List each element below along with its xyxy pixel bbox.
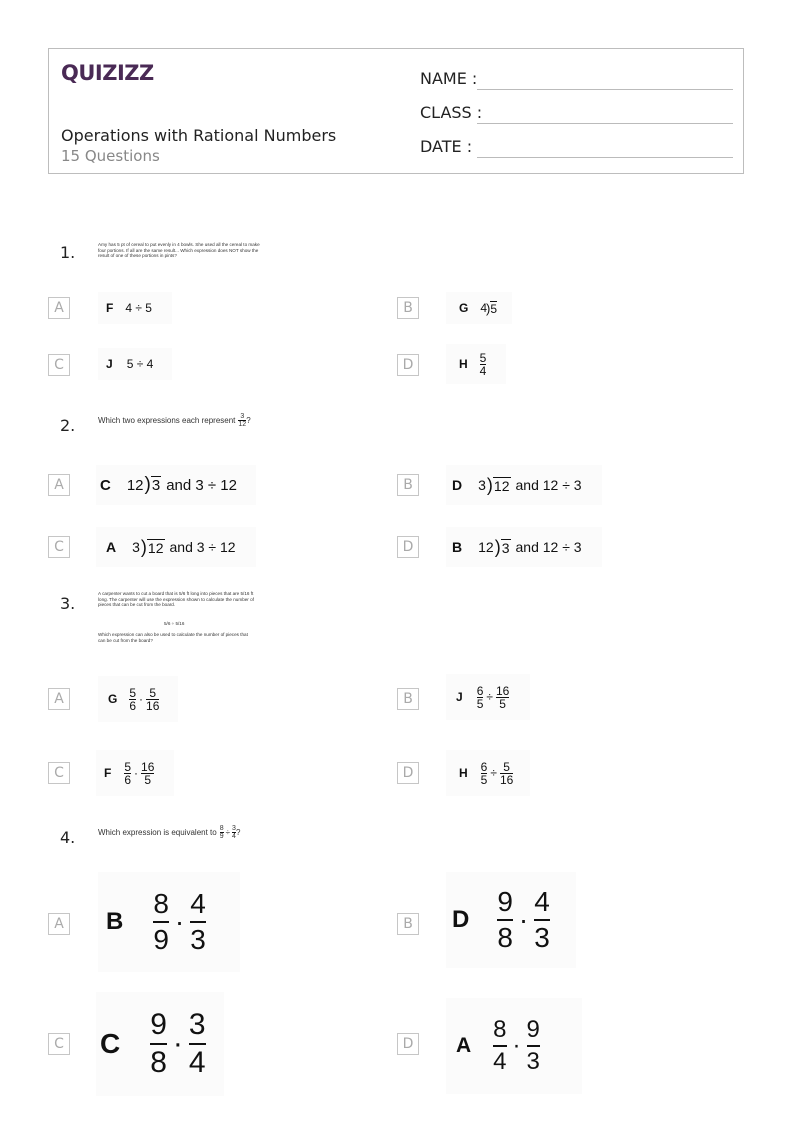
answer-option[interactable] — [96, 750, 174, 796]
option-expression: 5 ÷ 4 — [126, 357, 154, 371]
answer-option[interactable] — [96, 992, 224, 1096]
date-line — [477, 157, 733, 158]
fraction — [477, 685, 484, 710]
answer-option[interactable]: D 3 ) 12 and 12 ÷ 3 — [446, 465, 602, 505]
question-number: 1. — [60, 243, 76, 262]
operator: · — [172, 1027, 183, 1060]
option-expression: 4 ÷ 5 — [125, 301, 152, 315]
answer-option[interactable] — [446, 872, 576, 968]
option-box[interactable]: C — [48, 354, 70, 376]
numerator: 5 — [149, 685, 157, 700]
fraction — [124, 761, 131, 786]
divisor: 12 — [478, 539, 494, 555]
fraction — [141, 761, 154, 786]
answer-option[interactable]: A 3 ) 12 and 3 ÷ 12 — [96, 527, 256, 567]
option-box[interactable]: C — [48, 536, 70, 558]
denominator: 4 — [188, 1046, 206, 1079]
numerator: 5 — [129, 685, 137, 700]
numerator: 8 — [493, 1016, 507, 1043]
option-box[interactable]: B — [397, 688, 419, 710]
dividend: 12 — [147, 539, 164, 556]
option-label: B — [452, 539, 463, 555]
fraction — [497, 888, 513, 952]
option-label: D — [452, 477, 463, 493]
numerator: 3 — [188, 1008, 206, 1041]
answer-option[interactable] — [446, 674, 530, 720]
fraction — [220, 825, 224, 840]
answer-option[interactable]: G 4 ) 5 — [446, 292, 512, 324]
numerator: 4 — [534, 886, 550, 917]
answer-option[interactable] — [98, 348, 172, 380]
fraction — [190, 890, 206, 954]
question-mark: ? — [246, 416, 251, 425]
denominator: 3 — [526, 1048, 540, 1075]
fraction — [493, 1018, 506, 1074]
answer-option[interactable] — [98, 292, 172, 324]
denominator: 5 — [476, 696, 484, 711]
answer-option[interactable] — [446, 344, 506, 384]
numerator: 16 — [495, 683, 510, 698]
operator: · — [134, 766, 139, 780]
dividend: 3 — [151, 477, 161, 494]
numerator: 8 — [219, 825, 224, 832]
option-expression: and 12 ÷ 3 — [515, 477, 582, 493]
class-label: CLASS : — [420, 103, 483, 122]
option-expression: and 3 ÷ 12 — [166, 476, 237, 494]
option-label: J — [106, 357, 113, 371]
numerator: 6 — [476, 683, 484, 698]
question-count: 15 Questions — [61, 147, 160, 165]
question-text — [98, 413, 251, 428]
option-box[interactable]: C — [48, 1033, 70, 1055]
denominator: 9 — [153, 924, 169, 955]
option-box[interactable]: D — [397, 762, 419, 784]
question-text: A carpenter wants to cut a board that is 5/6 ft long into pieces that are 5/16 ft long. The carpenter will use the expression shown to calculate the number of pieces that can be cut from the board. — [98, 591, 254, 608]
worksheet-title: Operations with Rational Numbers — [61, 126, 337, 145]
class-line — [477, 123, 733, 124]
numerator: 9 — [150, 1008, 167, 1041]
worksheet-header — [48, 48, 744, 174]
question-number: 3. — [60, 594, 76, 613]
quizizz-logo: QUIZIZZ — [61, 61, 154, 85]
operator: · — [174, 906, 185, 937]
denominator: 16 — [146, 698, 160, 713]
option-label: B — [106, 908, 124, 935]
answer-option[interactable]: B 12 ) 3 and 12 ÷ 3 — [446, 527, 602, 567]
numerator: 5 — [124, 759, 132, 774]
divisor: 3 — [478, 477, 486, 493]
question-number: 2. — [60, 416, 76, 435]
fraction — [189, 1010, 206, 1078]
option-label: D — [452, 906, 470, 933]
option-label: G — [108, 692, 118, 706]
numerator: 8 — [153, 888, 169, 919]
denominator: 5 — [480, 772, 488, 787]
numerator: 9 — [497, 886, 513, 917]
fraction — [150, 1010, 167, 1078]
option-box[interactable]: D — [397, 354, 419, 376]
option-label: J — [456, 690, 463, 704]
option-label: H — [459, 766, 468, 780]
fraction — [527, 1018, 540, 1074]
dividend: 12 — [493, 477, 510, 494]
denominator: 4 — [232, 833, 236, 840]
operator: · — [518, 904, 529, 935]
fraction — [153, 890, 169, 954]
question-text: Amy has 5 pt of cereal to put evenly in 4 bowls. She used all the cereal to make four portions. If all are the same result... Which expression does NOT show the result of one of these portions in pints? — [98, 242, 260, 259]
numerator: 6 — [480, 759, 488, 774]
option-label: H — [459, 357, 468, 371]
question-expression: 5/6 ÷ 5/16 — [164, 621, 185, 626]
option-label: A — [106, 539, 117, 555]
answer-option[interactable] — [446, 750, 530, 796]
divisor: 4 — [480, 301, 488, 315]
denominator: 9 — [219, 833, 224, 840]
answer-option[interactable] — [446, 998, 582, 1094]
denominator: 4 — [479, 363, 487, 378]
denominator: 12 — [238, 421, 247, 428]
denominator: 5 — [499, 696, 506, 711]
denominator: 8 — [497, 922, 513, 953]
denominator: 4 — [493, 1048, 507, 1075]
option-box[interactable]: D — [397, 536, 419, 558]
option-label: C — [100, 476, 111, 494]
option-box[interactable]: B — [397, 474, 419, 496]
fraction — [238, 413, 246, 428]
answer-option[interactable]: C 12 ) 3 and 3 ÷ 12 — [96, 465, 256, 505]
numerator: 4 — [190, 888, 206, 919]
numerator: 5 — [479, 350, 487, 365]
date-label: DATE : — [420, 137, 473, 156]
operator: · — [512, 1032, 521, 1059]
question-text — [98, 825, 240, 840]
option-box[interactable]: B — [397, 297, 419, 319]
option-box[interactable]: A — [48, 688, 70, 710]
question-mark: ? — [235, 828, 241, 837]
denominator: 5 — [144, 772, 152, 787]
denominator: 3 — [190, 924, 206, 955]
denominator: 6 — [124, 772, 132, 787]
denominator: 8 — [150, 1046, 167, 1079]
operator: ÷ — [486, 690, 493, 704]
divisor: 12 — [126, 476, 144, 494]
option-label: A — [456, 1034, 472, 1057]
option-box[interactable]: A — [48, 913, 70, 935]
answer-option[interactable] — [98, 676, 178, 722]
dividend: 5 — [490, 301, 498, 316]
dividend: 3 — [501, 539, 510, 556]
option-box[interactable]: A — [48, 297, 70, 319]
option-expression: and 12 ÷ 3 — [515, 539, 582, 555]
question-text-continued: Which expression can also be used to calculate the number of pieces that can be cut from the board? — [98, 632, 248, 643]
numerator: 5 — [503, 759, 510, 774]
option-label: C — [100, 1028, 121, 1059]
fraction — [500, 761, 513, 786]
numerator: 9 — [526, 1016, 540, 1043]
divisor: 3 — [132, 539, 140, 555]
fraction — [129, 687, 136, 712]
fraction — [481, 761, 488, 786]
answer-option[interactable] — [98, 872, 240, 972]
option-label: G — [459, 301, 469, 315]
option-label: F — [104, 766, 112, 780]
question-stem: Which two expressions each represent — [98, 416, 236, 425]
denominator: 16 — [499, 772, 514, 787]
operator: ÷ — [225, 828, 231, 837]
fraction — [496, 685, 509, 710]
question-number: 4. — [60, 828, 76, 847]
numerator: 3 — [232, 825, 236, 832]
fraction — [534, 888, 550, 952]
option-box[interactable]: D — [397, 1033, 419, 1055]
option-box[interactable]: C — [48, 762, 70, 784]
denominator: 3 — [534, 922, 550, 953]
option-box[interactable]: A — [48, 474, 70, 496]
option-expression: and 3 ÷ 12 — [169, 539, 236, 555]
numerator: 16 — [141, 759, 155, 774]
fraction — [146, 687, 159, 712]
name-line — [477, 89, 733, 90]
denominator: 6 — [129, 698, 137, 713]
question-stem: Which expression is equivalent to — [98, 828, 217, 837]
option-label: F — [106, 301, 114, 315]
operator: ÷ — [490, 766, 497, 780]
option-box[interactable]: B — [397, 913, 419, 935]
fraction — [480, 352, 487, 377]
name-label: NAME : — [420, 69, 478, 88]
numerator: 3 — [240, 413, 245, 420]
operator: · — [139, 692, 144, 706]
